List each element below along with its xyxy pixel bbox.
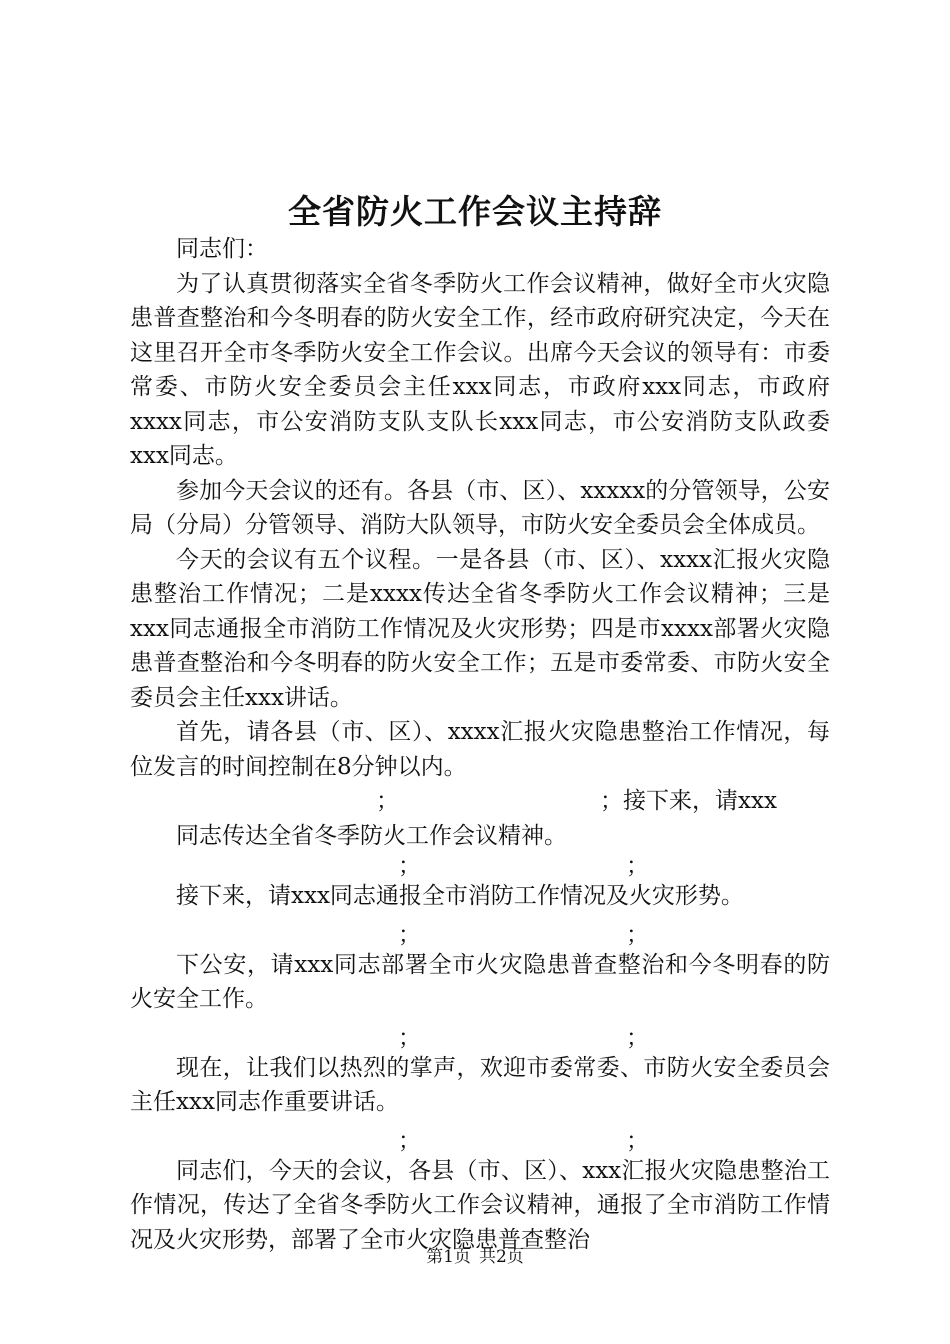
paragraph-agenda: 今天的会议有五个议程。一是各县（市、区）、xxxx汇报火灾隐患整治工作情况；二是xxxx传达全省冬季防火工作会议精神；三是xxx同志通报全市消防工作情况及火灾形势；四是市xxxx部署火灾隐患普查整治和今冬明春的防火安全工作；五是市委常委、市防火安全委员会主任xxx讲话。	[130, 546, 830, 711]
page-total: 共2页	[479, 1247, 524, 1267]
semicolon-mark: ；	[626, 1024, 649, 1051]
paragraph-second-item: 同志传达全省冬季防火工作会议精神。	[176, 822, 567, 849]
semicolon-row	[130, 853, 830, 879]
transition-line	[130, 784, 830, 819]
semicolon-mark: ；	[398, 921, 421, 948]
paragraph-fifth-item: 现在，让我们以热烈的掌声，欢迎市委常委、市防火安全委员会主任xxx同志作重要讲话。	[130, 1054, 830, 1115]
page-footer	[0, 1242, 950, 1267]
salutation: 同志们：	[176, 236, 268, 262]
semicolon-mark: ；	[376, 788, 399, 814]
semicolon-mark: ；	[398, 853, 421, 879]
paragraph-fourth-item: 下公安，请xxx同志部署全市火灾隐患普查整治和今冬明春的防火安全工作。	[130, 951, 830, 1012]
page-number: 第1页	[426, 1247, 471, 1267]
semicolon-mark: ；	[398, 1127, 421, 1154]
document-body	[130, 232, 830, 1257]
semicolon-mark: ；	[626, 853, 649, 879]
paragraph-first-item: 首先，请各县（市、区）、xxxx汇报火灾隐患整治工作情况，每位发言的时间控制在8分钟以内。	[130, 719, 830, 780]
semicolon-mark: ；	[398, 1024, 421, 1051]
semicolon-row	[130, 1025, 830, 1051]
paragraph-third-item: 接下来，请xxx同志通报全市消防工作情况及火灾形势。	[176, 883, 744, 909]
transition-next: ；接下来，请xxx	[600, 788, 777, 814]
semicolon-mark: ；	[626, 921, 649, 948]
document-title: 全省防火工作会议主持辞	[288, 192, 662, 231]
semicolon-mark: ；	[626, 1127, 649, 1154]
semicolon-row	[130, 1128, 830, 1154]
paragraph-opening: 为了认真贯彻落实全省冬季防火工作会议精神，做好全市火灾隐患普查整治和今冬明春的防火安全工作，经市政府研究决定，今天在这里召开全市冬季防火安全工作会议。出席今天会议的领导有：市委常委、市防火安全委员会主任xxx同志，市政府xxx同志，市政府xxxx同志，市公安消防支队支队长xxx同志，市公安消防支队政委xxx同志。	[130, 270, 830, 469]
paragraph-closing: 同志们，今天的会议，各县（市、区）、xxx汇报火灾隐患整治工作情况，传达了全省冬季防火工作会议精神，通报了全市消防工作情况及火灾形势，部署了全市火灾隐患普查整治	[130, 1157, 830, 1253]
semicolon-row	[130, 922, 830, 948]
paragraph-attendees: 参加今天会议的还有。各县（市、区）、xxxxx的分管领导，公安局（分局）分管领导、消防大队领导，市防火安全委员会全体成员。	[130, 477, 830, 538]
